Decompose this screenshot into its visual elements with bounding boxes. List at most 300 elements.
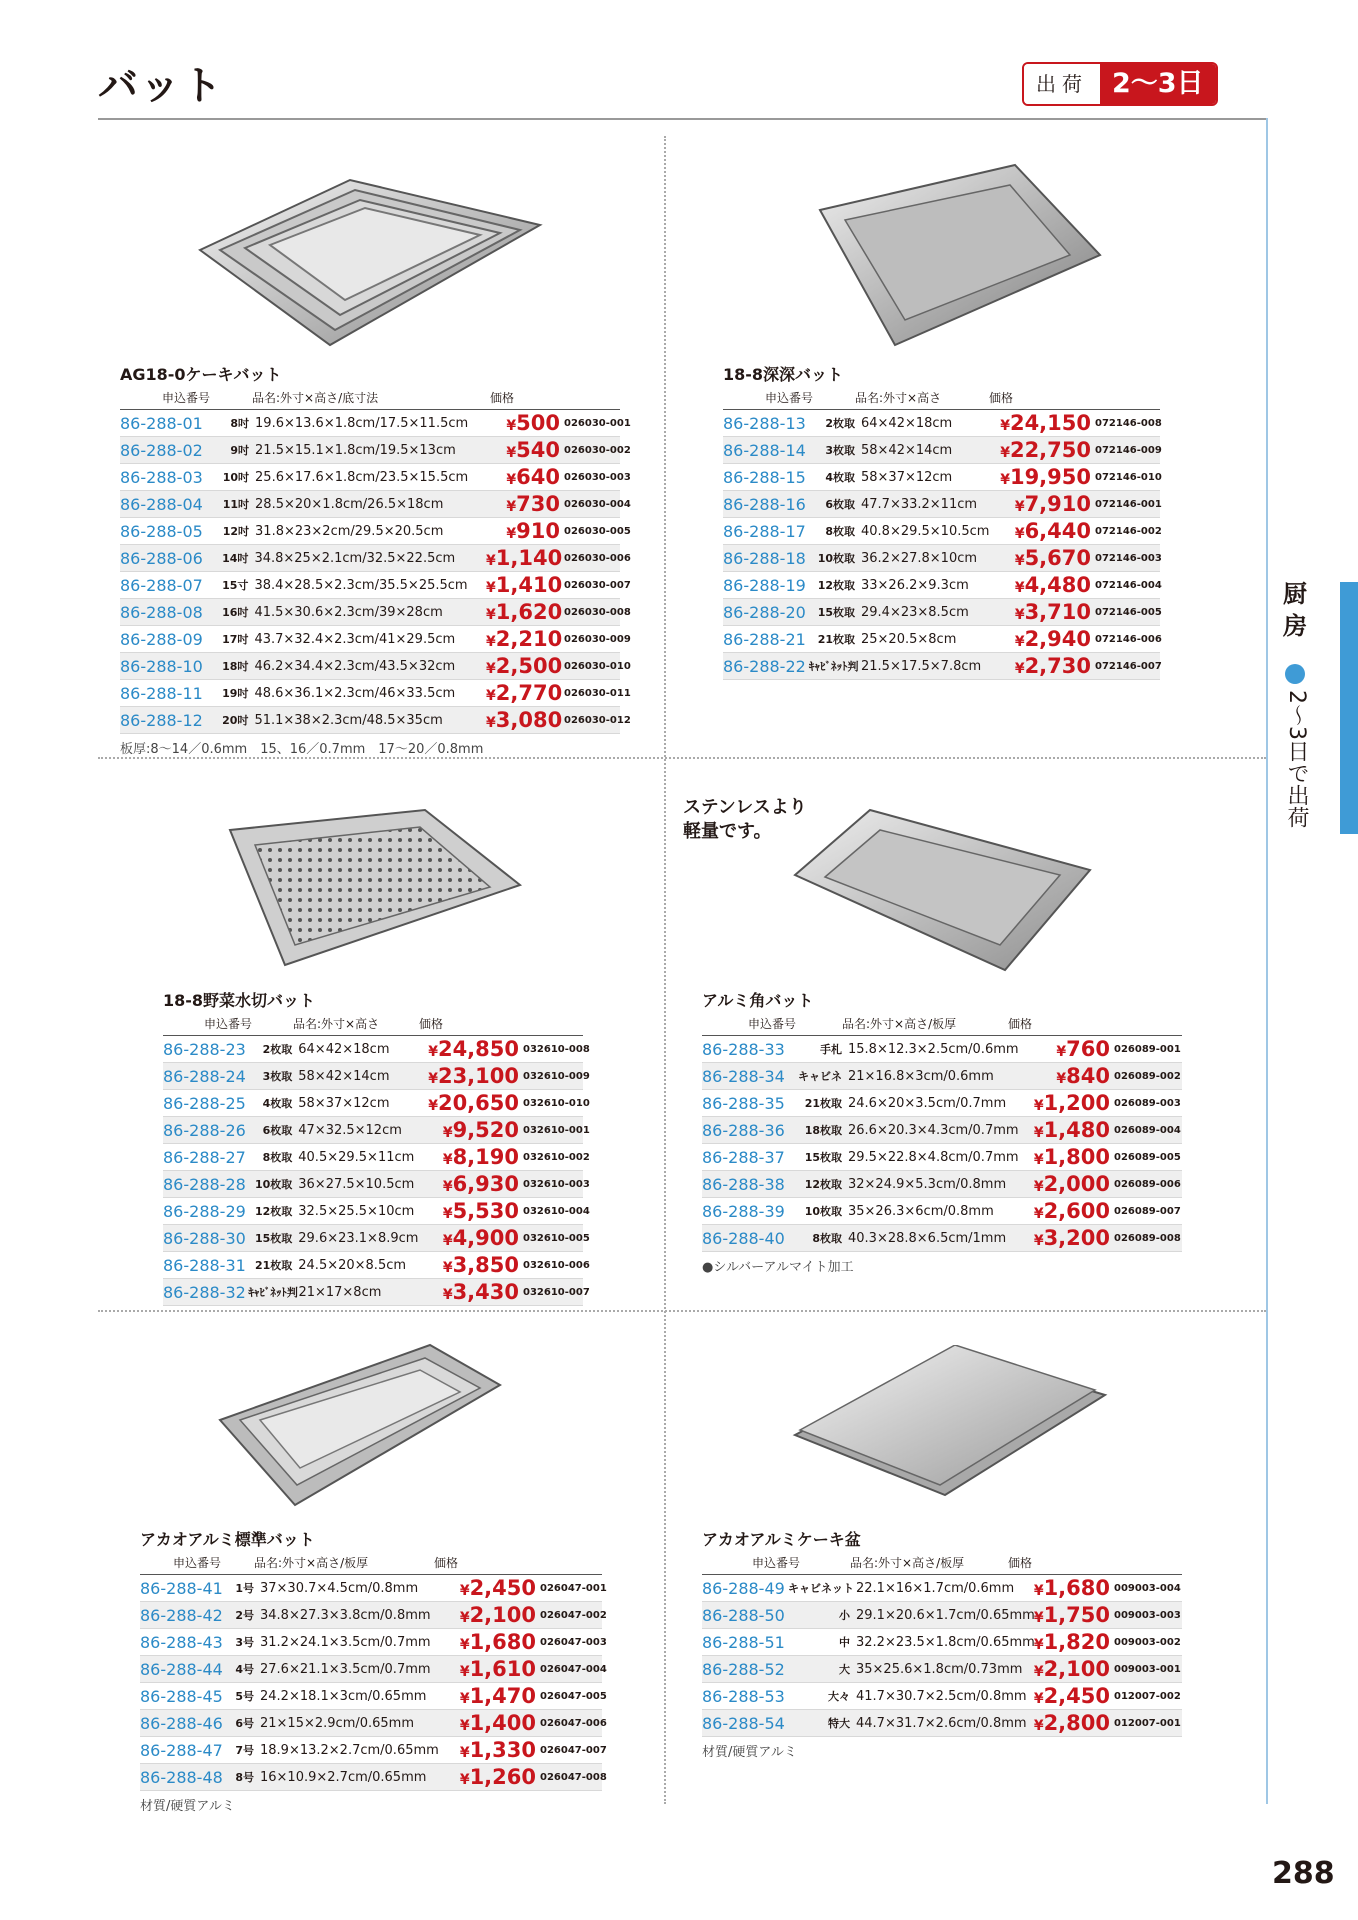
table-row [140, 1737, 607, 1764]
header-name: 品名:外寸×高さ/底寸法 [252, 391, 379, 405]
catalog-number: 009003-004 [1114, 1582, 1181, 1594]
product-dimensions: 46.2×34.4×2.3cm/43.5×32cm [254, 658, 456, 674]
product-code[interactable]: 86-288-44 [140, 1659, 223, 1679]
product-price [1014, 1711, 1110, 1735]
price-value: 2,600 [1043, 1199, 1110, 1223]
product-size: 21枚取 [804, 1097, 842, 1110]
product-code[interactable]: 86-288-11 [120, 683, 203, 703]
section-title: AG18-0ケーキバット [120, 365, 282, 384]
catalog-number: 032610-001 [523, 1124, 590, 1136]
table-row [120, 491, 631, 518]
header-price: 価格 [419, 1017, 444, 1031]
aluminum-callout: ステンレスより 軽量です。 [683, 797, 807, 842]
product-code[interactable]: 86-288-34 [702, 1066, 785, 1086]
section-title: 18-8野菜水切バット [163, 991, 316, 1010]
catalog-number: 026047-005 [540, 1690, 607, 1702]
price-value: 1,470 [469, 1684, 536, 1708]
table-row [723, 491, 1160, 518]
table-row [702, 1198, 1182, 1225]
header-code: 申込番号 [764, 391, 813, 405]
yen-sign-icon: ¥ [428, 1098, 438, 1114]
table-row [140, 1764, 607, 1791]
product-code[interactable]: 86-288-07 [120, 575, 203, 595]
price-value: 2,730 [1024, 654, 1091, 678]
product-price [424, 1145, 519, 1169]
price-value: 3,430 [452, 1280, 519, 1304]
page-number: 288 [1272, 1856, 1335, 1891]
product-code[interactable]: 86-288-01 [120, 413, 203, 433]
yen-sign-icon: ¥ [459, 1664, 470, 1680]
product-price [424, 1172, 519, 1196]
product-price [1014, 1145, 1110, 1169]
product-size: 21枚取 [254, 1259, 293, 1272]
product-size: 10枚取 [817, 552, 855, 565]
product-code[interactable]: 86-288-33 [702, 1039, 785, 1059]
yen-sign-icon: ¥ [1014, 526, 1025, 542]
catalog-number: 026089-005 [1114, 1151, 1181, 1163]
price-value: 1,330 [469, 1738, 536, 1762]
table-row [723, 410, 1160, 437]
product-dimensions: 48.6×36.1×2.3cm/46×33.5cm [254, 685, 456, 701]
product-price [995, 627, 1091, 651]
table-row [723, 572, 1160, 599]
table-row [702, 1710, 1182, 1737]
product-code[interactable]: 86-288-30 [163, 1228, 246, 1248]
header-price: 価格 [1008, 1017, 1033, 1031]
product-price [995, 546, 1091, 570]
product-code[interactable]: 86-288-35 [702, 1093, 785, 1113]
catalog-number: 026030-005 [564, 525, 631, 537]
yen-sign-icon: ¥ [1056, 1044, 1067, 1060]
product-size: 小 [839, 1609, 850, 1622]
yen-sign-icon: ¥ [506, 499, 517, 515]
product-code[interactable]: 86-288-32 [163, 1282, 246, 1302]
product-price [995, 654, 1091, 678]
side-shipping-text: 2〜3日で出荷 [1284, 690, 1309, 828]
yen-sign-icon: ¥ [486, 553, 496, 569]
product-price [486, 627, 563, 651]
table-row [702, 1656, 1182, 1683]
product-code[interactable]: 86-288-26 [163, 1120, 246, 1140]
product-dimensions: 36×27.5×10.5cm [298, 1176, 415, 1192]
product-dimensions: 22.1×16×1.7cm/0.6mm [856, 1580, 1015, 1596]
product-size: 2号 [235, 1609, 254, 1622]
product-code[interactable]: 86-288-39 [702, 1201, 785, 1221]
product-code[interactable]: 86-288-08 [120, 602, 203, 622]
aluminum-tray-image [790, 805, 1100, 975]
catalog-number: 012007-002 [1114, 1690, 1181, 1702]
product-code[interactable]: 86-288-49 [702, 1578, 785, 1598]
catalog-number: 026047-001 [540, 1582, 607, 1594]
catalog-number: 032610-007 [523, 1286, 590, 1298]
price-value: 19,950 [1009, 465, 1091, 489]
yen-sign-icon: ¥ [442, 1233, 453, 1249]
product-code[interactable]: 86-288-37 [702, 1147, 785, 1167]
yen-sign-icon: ¥ [506, 418, 517, 434]
product-size: 3枚取 [262, 1070, 293, 1083]
product-code[interactable]: 86-288-47 [140, 1740, 223, 1760]
yen-sign-icon: ¥ [459, 1691, 470, 1707]
table-header [702, 1012, 1182, 1036]
product-price [424, 1226, 519, 1250]
product-dimensions: 29.4×23×8.5cm [861, 604, 969, 620]
table-row [140, 1656, 607, 1683]
table-row [702, 1602, 1182, 1629]
product-code[interactable]: 86-288-20 [723, 602, 806, 622]
table-row [723, 626, 1160, 653]
product-price [424, 1199, 519, 1223]
header-code: 申込番号 [172, 1556, 221, 1570]
product-code[interactable]: 86-288-12 [120, 710, 203, 730]
product-dimensions: 37×30.7×4.5cm/0.8mm [260, 1580, 419, 1596]
catalog-number: 032610-004 [523, 1205, 590, 1217]
product-price [486, 546, 563, 570]
yen-sign-icon: ¥ [428, 1044, 438, 1060]
product-code[interactable]: 86-288-27 [163, 1147, 246, 1167]
product-dimensions: 33×26.2×9.3cm [861, 577, 969, 593]
section-note: ●シルバーアルマイト加工 [702, 1260, 854, 1275]
shipping-badge [1022, 62, 1218, 106]
header-name: 品名:外寸×高さ/板厚 [254, 1556, 369, 1570]
product-size: 4枚取 [262, 1097, 293, 1110]
product-code[interactable]: 86-288-25 [163, 1093, 246, 1113]
product-size: 17吋 [222, 633, 249, 646]
product-size: 11吋 [222, 498, 250, 511]
product-code[interactable]: 86-288-13 [723, 413, 806, 433]
table-row [140, 1602, 607, 1629]
price-value: 1,200 [1043, 1091, 1110, 1115]
product-size: 6号 [235, 1717, 254, 1730]
price-value: 1,260 [469, 1765, 536, 1789]
yen-sign-icon: ¥ [442, 1260, 453, 1276]
product-size: 4号 [235, 1663, 254, 1676]
product-code[interactable]: 86-288-53 [702, 1686, 785, 1706]
product-code[interactable]: 86-288-24 [163, 1066, 246, 1086]
table-row [702, 1090, 1182, 1117]
catalog-number: 026047-007 [540, 1744, 607, 1756]
price-value: 2,000 [1043, 1172, 1110, 1196]
price-value: 1,820 [1043, 1630, 1110, 1654]
product-price [488, 411, 560, 435]
yen-sign-icon: ¥ [486, 715, 496, 731]
table-row [120, 518, 631, 545]
product-code[interactable]: 86-288-36 [702, 1120, 785, 1140]
header-code: 申込番号 [203, 1017, 252, 1031]
product-price [1014, 1576, 1110, 1600]
price-value: 6,440 [1024, 519, 1091, 543]
product-code[interactable]: 86-288-03 [120, 467, 203, 487]
header-name: 品名:外寸×高さ/板厚 [850, 1556, 965, 1570]
yen-sign-icon: ¥ [486, 661, 496, 677]
table-row [140, 1629, 607, 1656]
price-value: 2,500 [495, 654, 563, 678]
catalog-number: 009003-001 [1114, 1663, 1181, 1675]
price-value: 730 [516, 492, 560, 516]
price-value: 500 [516, 411, 560, 435]
product-price [488, 492, 560, 516]
side-category-label: 厨房 [1283, 580, 1307, 640]
product-size: 2枚取 [262, 1043, 293, 1056]
yen-sign-icon: ¥ [486, 580, 496, 596]
product-dimensions: 21×15×2.9cm/0.65mm [260, 1715, 415, 1731]
yen-sign-icon: ¥ [1014, 607, 1025, 623]
price-value: 2,800 [1043, 1711, 1110, 1735]
catalog-number: 026030-010 [564, 660, 631, 672]
catalog-number: 072146-006 [1095, 633, 1162, 645]
product-dimensions: 25×20.5×8cm [861, 631, 957, 647]
yen-sign-icon: ¥ [506, 526, 517, 542]
product-size: 12枚取 [254, 1205, 293, 1218]
product-price [1014, 1118, 1110, 1142]
product-size: 8枚取 [262, 1151, 293, 1164]
product-dimensions: 26.6×20.3×4.3cm/0.7mm [848, 1122, 1019, 1138]
price-value: 3,710 [1024, 600, 1091, 624]
product-code[interactable]: 86-288-41 [140, 1578, 223, 1598]
product-code[interactable]: 86-288-05 [120, 521, 203, 541]
yen-sign-icon: ¥ [1033, 1233, 1044, 1249]
price-value: 1,680 [1043, 1576, 1110, 1600]
yen-sign-icon: ¥ [1033, 1098, 1044, 1114]
product-size: 中 [839, 1636, 850, 1649]
product-code[interactable]: 86-288-19 [723, 575, 806, 595]
yen-sign-icon: ¥ [486, 634, 496, 650]
product-size: 8号 [235, 1771, 254, 1784]
product-code[interactable]: 86-288-10 [120, 656, 203, 676]
cake-tray-image [790, 1345, 1110, 1505]
catalog-number: 026047-002 [540, 1609, 607, 1621]
section-note: 材質/硬質アルミ [140, 1799, 235, 1814]
yen-sign-icon: ¥ [1033, 1179, 1044, 1195]
product-code[interactable]: 86-288-51 [702, 1632, 785, 1652]
cake-tray-stack-image [190, 155, 550, 355]
catalog-number: 026047-004 [540, 1663, 607, 1675]
product-code[interactable]: 86-288-43 [140, 1632, 223, 1652]
yen-sign-icon: ¥ [506, 472, 517, 488]
product-size: 8吋 [230, 417, 250, 430]
product-size: 18吋 [222, 660, 249, 673]
product-size: 大 [839, 1663, 850, 1676]
product-code[interactable]: 86-288-54 [702, 1713, 785, 1733]
price-value: 22,750 [1009, 438, 1091, 462]
product-code[interactable]: 86-288-18 [723, 548, 806, 568]
product-price [995, 492, 1091, 516]
product-dimensions: 21.5×15.1×1.8cm/19.5×13cm [255, 442, 456, 458]
table-header [723, 386, 1160, 410]
price-value: 1,680 [469, 1630, 536, 1654]
product-dimensions: 40.3×28.8×6.5cm/1mm [848, 1230, 1007, 1246]
section-title: 18-8深深バット [723, 365, 844, 384]
catalog-number: 026030-011 [564, 687, 631, 699]
product-price [1014, 1037, 1110, 1061]
yen-sign-icon: ¥ [442, 1152, 453, 1168]
yen-sign-icon: ¥ [459, 1637, 470, 1653]
table-row [163, 1063, 590, 1090]
header-price: 価格 [1008, 1556, 1033, 1570]
section-ag18-cake-tray [120, 362, 631, 757]
product-code[interactable]: 86-288-21 [723, 629, 806, 649]
catalog-number: 026030-009 [564, 633, 631, 645]
product-dimensions: 29.5×22.8×4.8cm/0.7mm [848, 1149, 1019, 1165]
table-row [120, 707, 631, 734]
product-price [1014, 1199, 1110, 1223]
product-dimensions: 15.8×12.3×2.5cm/0.6mm [848, 1041, 1019, 1057]
product-code[interactable]: 86-288-38 [702, 1174, 785, 1194]
yen-sign-icon: ¥ [1014, 634, 1025, 650]
column-divider [664, 136, 666, 1804]
product-dimensions: 43.7×32.4×2.3cm/41×29.5cm [254, 631, 456, 647]
product-dimensions: 24.2×18.1×3cm/0.65mm [260, 1688, 427, 1704]
catalog-number: 026030-004 [564, 498, 631, 510]
deep-tray-image [815, 160, 1105, 350]
catalog-number: 072146-002 [1095, 525, 1162, 537]
product-code[interactable]: 86-288-28 [163, 1174, 246, 1194]
product-price [1014, 1603, 1110, 1627]
price-value: 1,800 [1043, 1145, 1110, 1169]
product-dimensions: 31.2×24.1×3.5cm/0.7mm [260, 1634, 431, 1650]
yen-sign-icon: ¥ [1014, 553, 1025, 569]
product-code[interactable]: 86-288-06 [120, 548, 203, 568]
yen-sign-icon: ¥ [1033, 1152, 1044, 1168]
product-price [424, 1280, 519, 1304]
product-size: 6枚取 [262, 1124, 293, 1137]
table-row [120, 653, 631, 680]
yen-sign-icon: ¥ [442, 1206, 453, 1222]
price-value: 3,080 [495, 708, 563, 732]
product-code[interactable]: 86-288-14 [723, 440, 806, 460]
yen-sign-icon: ¥ [506, 445, 517, 461]
product-code[interactable]: 86-288-22 [723, 656, 806, 676]
product-code[interactable]: 86-288-02 [120, 440, 203, 460]
yen-sign-icon: ¥ [1014, 499, 1025, 515]
product-code[interactable]: 86-288-48 [140, 1767, 223, 1787]
section-aluminum-square-tray [702, 988, 1182, 1275]
table-row [702, 1144, 1182, 1171]
product-dimensions: 58×42×14cm [298, 1068, 390, 1084]
header-code: 申込番号 [747, 1017, 796, 1031]
yen-sign-icon: ¥ [1000, 445, 1010, 461]
product-dimensions: 32×24.9×5.3cm/0.8mm [848, 1176, 1007, 1192]
product-code[interactable]: 86-288-42 [140, 1605, 223, 1625]
table-header [140, 1551, 602, 1575]
product-code[interactable]: 86-288-16 [723, 494, 806, 514]
product-code[interactable]: 86-288-52 [702, 1659, 785, 1679]
header-code: 申込番号 [751, 1556, 800, 1570]
product-code[interactable]: 86-288-15 [723, 467, 806, 487]
product-price [424, 1253, 519, 1277]
product-price [995, 600, 1091, 624]
price-value: 24,150 [1009, 411, 1091, 435]
price-value: 2,450 [1043, 1684, 1110, 1708]
table-row [163, 1036, 590, 1063]
catalog-number: 026089-007 [1114, 1205, 1181, 1217]
price-value: 3,200 [1043, 1226, 1110, 1250]
table-row [163, 1279, 590, 1306]
product-price [440, 1711, 536, 1735]
product-code[interactable]: 86-288-23 [163, 1039, 246, 1059]
catalog-number: 026047-003 [540, 1636, 607, 1648]
product-dimensions: 32.2×23.5×1.8cm/0.65mm [856, 1634, 1035, 1650]
catalog-number: 072146-008 [1095, 417, 1162, 429]
table-row [723, 599, 1160, 626]
product-code[interactable]: 86-288-17 [723, 521, 806, 541]
product-price [995, 519, 1091, 543]
price-value: 910 [516, 519, 560, 543]
price-value: 1,750 [1043, 1603, 1110, 1627]
product-code[interactable]: 86-288-45 [140, 1686, 223, 1706]
table-row [163, 1225, 590, 1252]
product-size: 21枚取 [817, 633, 855, 646]
yen-sign-icon: ¥ [442, 1287, 453, 1303]
yen-sign-icon: ¥ [442, 1125, 453, 1141]
price-value: 4,900 [452, 1226, 519, 1250]
product-dimensions: 18.9×13.2×2.7cm/0.65mm [260, 1742, 439, 1758]
yen-sign-icon: ¥ [1033, 1637, 1044, 1653]
table-header [163, 1012, 583, 1036]
table-row [120, 464, 631, 491]
side-index-tab[interactable] [1340, 582, 1358, 834]
table-row [163, 1198, 590, 1225]
table-row [723, 518, 1160, 545]
section-akao-standard-tray [140, 1527, 607, 1814]
product-size: 8枚取 [812, 1232, 842, 1245]
product-code[interactable]: 86-288-50 [702, 1605, 785, 1625]
product-size: 15枚取 [817, 606, 855, 619]
table-row [723, 545, 1160, 572]
shipping-badge-value: 2〜3日 [1100, 64, 1216, 104]
product-code[interactable]: 86-288-40 [702, 1228, 785, 1248]
product-code[interactable]: 86-288-04 [120, 494, 203, 514]
catalog-number: 026030-012 [564, 714, 631, 726]
product-price [486, 681, 563, 705]
yen-sign-icon: ¥ [459, 1745, 470, 1761]
product-dimensions: 64×42×18cm [861, 415, 953, 431]
catalog-number: 026089-001 [1114, 1043, 1181, 1055]
catalog-number: 026047-008 [540, 1771, 607, 1783]
yen-sign-icon: ¥ [1000, 418, 1010, 434]
yen-sign-icon: ¥ [1000, 472, 1010, 488]
yen-sign-icon: ¥ [1033, 1206, 1044, 1222]
product-price [440, 1630, 536, 1654]
product-price [440, 1738, 536, 1762]
price-value: 1,400 [469, 1711, 536, 1735]
product-size: 3枚取 [825, 444, 855, 457]
table-row [702, 1225, 1182, 1252]
table-row [163, 1144, 590, 1171]
catalog-number: 032610-008 [523, 1043, 590, 1055]
header-price: 価格 [434, 1556, 459, 1570]
product-code[interactable]: 86-288-29 [163, 1201, 246, 1221]
yen-sign-icon: ¥ [1056, 1071, 1067, 1087]
catalog-number: 026047-006 [540, 1717, 607, 1729]
table-row [140, 1683, 607, 1710]
product-size: 12枚取 [804, 1178, 842, 1191]
price-value: 2,940 [1024, 627, 1091, 651]
product-dimensions: 58×37×12cm [861, 469, 953, 485]
product-size: 6枚取 [825, 498, 855, 511]
header-price: 価格 [490, 391, 515, 405]
title-rule [98, 118, 1266, 120]
product-code[interactable]: 86-288-09 [120, 629, 203, 649]
catalog-number: 072146-009 [1095, 444, 1162, 456]
product-price [488, 519, 560, 543]
table-row [140, 1575, 607, 1602]
product-code[interactable]: 86-288-31 [163, 1255, 246, 1275]
product-dimensions: 47×32.5×12cm [298, 1122, 402, 1138]
price-value: 1,480 [1043, 1118, 1110, 1142]
yen-sign-icon: ¥ [486, 607, 496, 623]
product-size: 手札 [820, 1043, 842, 1056]
product-code[interactable]: 86-288-46 [140, 1713, 223, 1733]
